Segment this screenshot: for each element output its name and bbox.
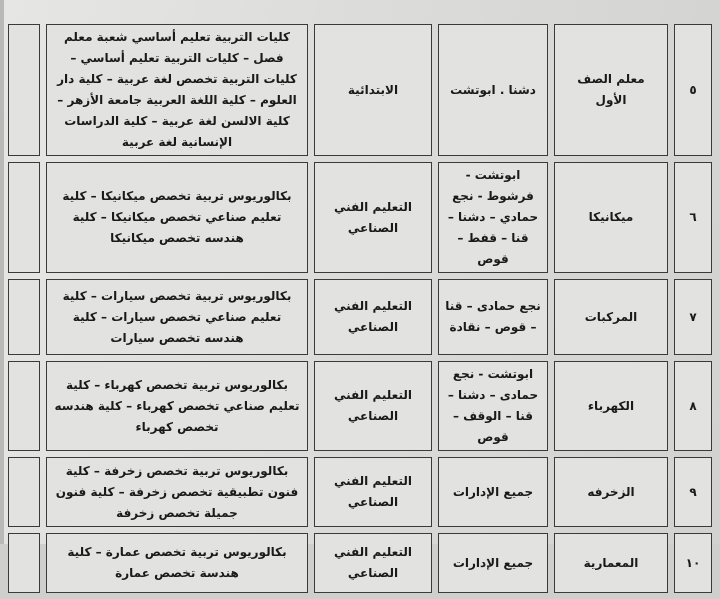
specialization-cell: المركبات — [554, 279, 668, 355]
row-number: ٨ — [674, 361, 712, 451]
left-edge-cell — [8, 162, 40, 273]
specialization-cell: المعمارية — [554, 533, 668, 593]
qualifications-cell: بكالوريوس تربية تخصص ميكانيكا – كلية تعليم صناعي تخصص ميكانيكا – كلية هندسه تخصص ميكانيكا — [46, 162, 308, 273]
row-number: ٥ — [674, 24, 712, 156]
governorates-cell: ابوتشت - فرشوط - نجع حمادي – دشنا – قنا – قفط – قوص — [438, 162, 548, 273]
stage-cell: التعليم الفني الصناعي — [314, 162, 432, 273]
row-number: ٩ — [674, 457, 712, 527]
governorates-cell: نجع حمادى – قنا – قوص – نقادة — [438, 279, 548, 355]
table-row — [8, 533, 712, 593]
left-edge-cell — [8, 533, 40, 593]
governorates-cell: ابوتشت - نجع حمادى – دشنا – قنا – الوقف – قوص — [438, 361, 548, 451]
table-row — [8, 24, 712, 156]
stage-cell: التعليم الفني الصناعي — [314, 361, 432, 451]
row-number: ٦ — [674, 162, 712, 273]
table-row — [8, 457, 712, 527]
specialization-cell: الكهرباء — [554, 361, 668, 451]
left-edge-cell — [8, 457, 40, 527]
left-edge-cell — [8, 24, 40, 156]
specialization-cell: ميكانيكا — [554, 162, 668, 273]
left-edge-cell — [8, 279, 40, 355]
qualifications-cell: بكالوريوس تربية تخصص عمارة – كلية هندسة تخصص عمارة — [46, 533, 308, 593]
stage-cell: التعليم الفني الصناعي — [314, 457, 432, 527]
specialization-cell: معلم الصف الأول — [554, 24, 668, 156]
row-number: ١٠ — [674, 533, 712, 593]
table-row — [8, 162, 712, 273]
left-edge-cell — [8, 361, 40, 451]
qualifications-table — [2, 18, 718, 599]
stage-cell: التعليم الفني الصناعي — [314, 533, 432, 593]
qualifications-cell: بكالوريوس تربية تخصص زخرفة – كلية فنون تطبيقية تخصص زخرفة – كلية فنون جميلة تخصص زخرفة — [46, 457, 308, 527]
qualifications-cell: كليات التربية تعليم أساسي شعبة معلم فصل – كليات التربية تعليم أساسي – كليات التربية تخصص لغة عربية – كلية دار العلوم – كلية اللغة العربية جامعة الأزهر – كلية الالسن لغة عربية – كلية الدراسات الإنسانية لغة عربية — [46, 24, 308, 156]
row-number: ٧ — [674, 279, 712, 355]
stage-cell: التعليم الفني الصناعي — [314, 279, 432, 355]
governorates-cell: جميع الإدارات — [438, 457, 548, 527]
governorates-cell: جميع الإدارات — [438, 533, 548, 593]
qualifications-cell: بكالوريوس تربية تخصص سيارات – كلية تعليم صناعي تخصص سيارات – كلية هندسه تخصص سيارات — [46, 279, 308, 355]
governorates-cell: دشنا . ابوتشت — [438, 24, 548, 156]
table-row — [8, 279, 712, 355]
specialization-cell: الزخرفه — [554, 457, 668, 527]
table-row — [8, 361, 712, 451]
stage-cell: الابتدائية — [314, 24, 432, 156]
qualifications-cell: بكالوريوس تربية تخصص كهرباء – كلية تعليم صناعي تخصص كهرباء – كلية هندسه تخصص كهرباء — [46, 361, 308, 451]
